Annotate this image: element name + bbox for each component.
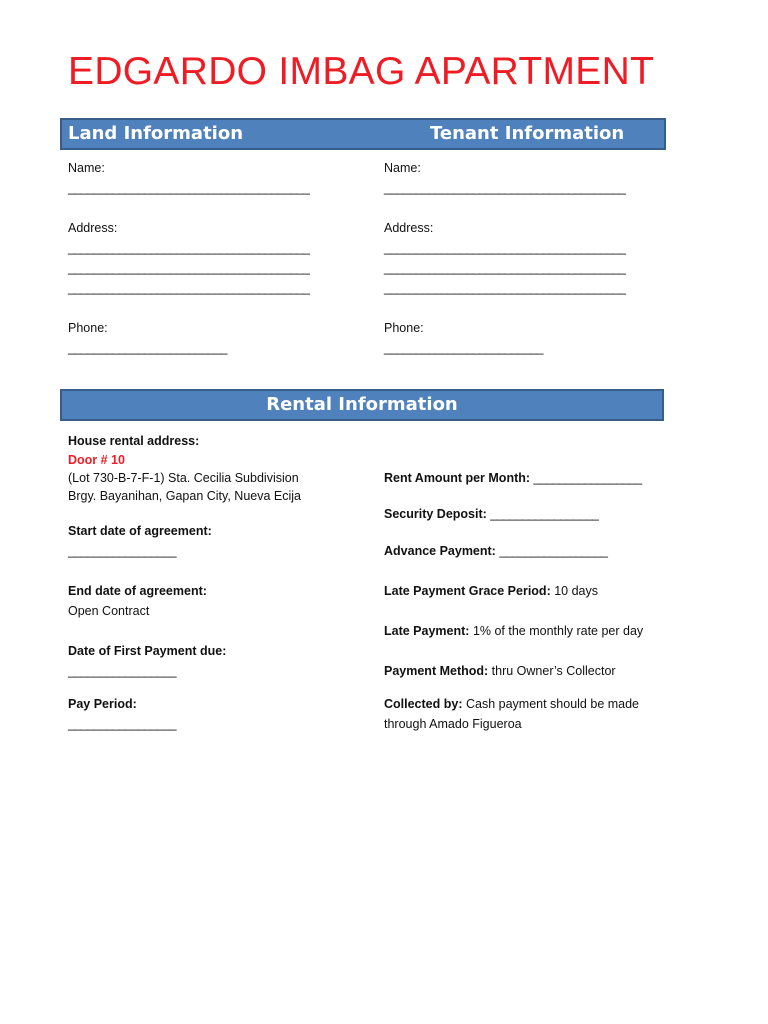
collected-by-value-line-2: through Amado Figueroa <box>384 717 522 731</box>
info-header-band <box>60 118 666 150</box>
start-date-label: Start date of agreement: <box>68 524 212 538</box>
collected-by-value: Cash payment should be made <box>465 697 640 711</box>
late-payment-value: 1% of the monthly rate per day <box>472 624 644 638</box>
tenant-phone-label: Phone: <box>384 321 424 335</box>
tenant-name-label: Name: <box>384 161 421 175</box>
land-address-label: Address: <box>68 221 118 235</box>
grace-period-label: Late Payment Grace Period: <box>384 584 551 598</box>
land-phone-line: _________________________ <box>68 341 227 355</box>
advance-payment-row <box>384 544 607 558</box>
tenant-information-heading: Tenant Information <box>430 123 625 144</box>
tenant-address-line-1: ______________________________________ <box>384 241 626 255</box>
payment-method-label: Payment Method: <box>384 664 489 678</box>
end-date-value: Open Contract <box>68 604 150 618</box>
late-payment-label: Late Payment: <box>384 624 470 638</box>
advance-payment-label: Advance Payment: <box>384 544 496 558</box>
security-deposit-label: Security Deposit: <box>384 507 487 521</box>
door-number: Door # 10 <box>68 453 125 467</box>
land-information-heading: Land Information <box>68 123 244 144</box>
collected-by-row <box>384 697 639 711</box>
payment-method-value: thru Owner’s Collector <box>491 664 616 678</box>
land-address-line-1: ______________________________________ <box>68 241 310 255</box>
start-date-line: _________________ <box>68 544 176 558</box>
end-date-label: End date of agreement: <box>68 584 207 598</box>
first-payment-line: _________________ <box>68 664 176 678</box>
rental-information-heading: Rental Information <box>266 394 458 415</box>
security-deposit-row <box>384 507 598 521</box>
rent-amount-label: Rent Amount per Month: <box>384 471 531 485</box>
land-address-line-3: ______________________________________ <box>68 281 310 295</box>
house-address-line-1: (Lot 730-B-7-F-1) Sta. Cecilia Subdivision <box>68 471 299 485</box>
house-rental-address-label: House rental address: <box>68 434 200 448</box>
advance-payment-line: _________________ <box>499 544 608 558</box>
payment-method-row <box>384 664 616 678</box>
tenant-address-label: Address: <box>384 221 434 235</box>
tenant-address-line-2: ______________________________________ <box>384 261 626 275</box>
pay-period-line: _________________ <box>68 717 176 731</box>
rent-amount-row <box>384 471 642 485</box>
collected-by-label: Collected by: <box>384 697 463 711</box>
land-name-line: ______________________________________ <box>68 181 310 195</box>
page-title: EDGARDO IMBAG APARTMENT <box>68 50 655 93</box>
land-phone-label: Phone: <box>68 321 108 335</box>
tenant-name-line: ______________________________________ <box>384 181 626 195</box>
grace-period-row <box>384 584 598 598</box>
security-deposit-line: _________________ <box>490 507 599 521</box>
rent-amount-line: _________________ <box>533 471 642 485</box>
land-name-label: Name: <box>68 161 105 175</box>
late-payment-row <box>384 624 643 638</box>
house-address-line-2: Brgy. Bayanihan, Gapan City, Nueva Ecija <box>68 489 301 503</box>
first-payment-label: Date of First Payment due: <box>68 644 227 658</box>
pay-period-label: Pay Period: <box>68 697 137 711</box>
tenant-phone-line: _________________________ <box>384 341 543 355</box>
rental-header-band <box>60 389 664 421</box>
land-address-line-2: ______________________________________ <box>68 261 310 275</box>
tenant-address-line-3: ______________________________________ <box>384 281 626 295</box>
grace-period-value: 10 days <box>554 584 598 598</box>
